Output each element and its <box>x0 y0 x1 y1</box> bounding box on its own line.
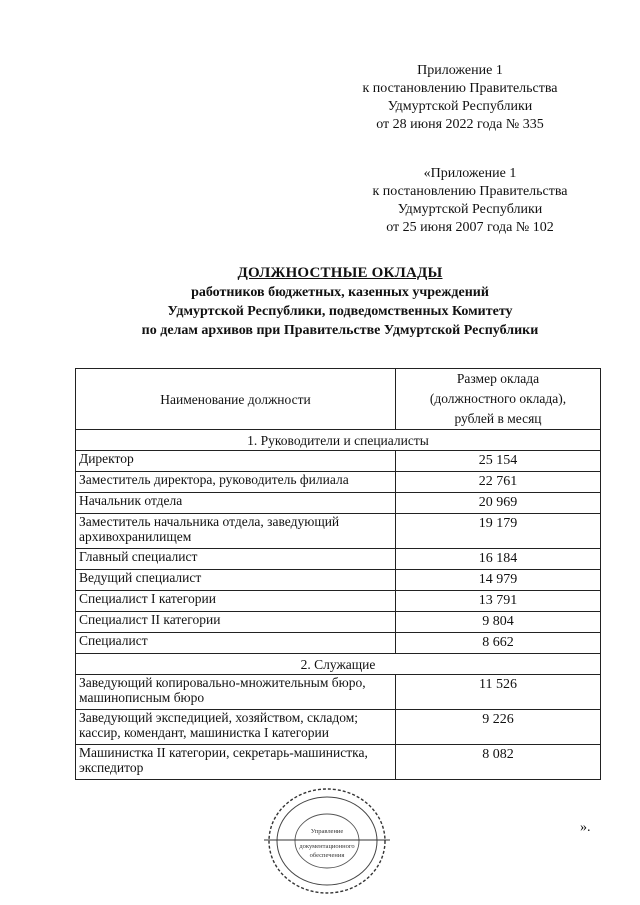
salary-value: 11 526 <box>396 675 601 710</box>
title-line: Удмуртской Республики, подведомственных Комитету <box>167 304 513 319</box>
salary-value: 16 184 <box>396 549 601 570</box>
salary-value: 13 791 <box>396 591 601 612</box>
title-line: работников бюджетных, казенных учреждений <box>191 285 489 300</box>
header-position-name: Наименование должности <box>76 369 396 430</box>
table-row <box>76 451 601 472</box>
appendix-line: к постановлению Правительства <box>372 184 568 199</box>
appendix-reference-current <box>340 62 580 134</box>
appendix-reference-original <box>350 165 590 237</box>
salary-value: 9 226 <box>396 710 601 745</box>
header-salary-line: Размер оклада <box>456 371 540 386</box>
salary-table <box>75 368 601 780</box>
position-name: Машинистка II категории, секретарь-машинистка, экспедитор <box>76 745 396 780</box>
salary-value: 22 761 <box>396 472 601 493</box>
section-row <box>76 654 601 675</box>
table-row <box>76 612 601 633</box>
title-main: ДОЛЖНОСТНЫЕ ОКЛАДЫ <box>237 265 443 281</box>
table-row <box>76 745 601 780</box>
salary-value: 8 082 <box>396 745 601 780</box>
table-row <box>76 570 601 591</box>
salary-value: 14 979 <box>396 570 601 591</box>
appendix-line: Удмуртской Республики <box>397 202 543 217</box>
position-name: Заведующий экспедицией, хозяйством, складом; кассир, комендант, машинистка I категории <box>76 710 396 745</box>
table-row <box>76 675 601 710</box>
header-salary-line: рублей в месяц <box>454 411 542 426</box>
position-name: Директор <box>76 451 396 472</box>
table-row <box>76 633 601 654</box>
stamp-text-line: обеспечения <box>309 852 345 859</box>
table-row <box>76 549 601 570</box>
position-name: Заместитель директора, руководитель филиала <box>76 472 396 493</box>
table-row <box>76 472 601 493</box>
appendix-line: Приложение 1 <box>417 63 503 78</box>
table-row <box>76 493 601 514</box>
table-row <box>76 591 601 612</box>
title-line: по делам архивов при Правительстве Удмуртской Республики <box>141 323 539 338</box>
salary-value: 19 179 <box>396 514 601 549</box>
stamp-text-line: Управление <box>310 828 344 835</box>
closing-quote-mark: ». <box>580 820 591 835</box>
appendix-line: от 28 июня 2022 года № 335 <box>376 117 544 132</box>
salary-value: 20 969 <box>396 493 601 514</box>
appendix-line: к постановлению Правительства <box>362 81 558 96</box>
position-name: Главный специалист <box>76 549 396 570</box>
position-name: Заместитель начальника отдела, заведующий архивохранилищем <box>76 514 396 549</box>
position-name: Специалист I категории <box>76 591 396 612</box>
official-stamp-icon <box>262 785 392 897</box>
salary-value: 9 804 <box>396 612 601 633</box>
section-heading: 1. Руководители и специалисты <box>76 430 601 451</box>
document-title <box>60 264 620 340</box>
position-name: Специалист II категории <box>76 612 396 633</box>
appendix-line: «Приложение 1 <box>423 166 517 181</box>
position-name: Заведующий копировально-множительным бюро, машинописным бюро <box>76 675 396 710</box>
header-salary-line: (должностного оклада), <box>429 391 567 406</box>
section-heading: 2. Служащие <box>76 654 601 675</box>
stamp-text-line: документационного <box>299 843 355 850</box>
salary-value: 25 154 <box>396 451 601 472</box>
position-name: Специалист <box>76 633 396 654</box>
section-row <box>76 430 601 451</box>
appendix-line: Удмуртской Республики <box>387 99 533 114</box>
table-row <box>76 514 601 549</box>
salary-value: 8 662 <box>396 633 601 654</box>
header-salary <box>396 369 601 430</box>
position-name: Ведущий специалист <box>76 570 396 591</box>
table-header-row <box>76 369 601 430</box>
position-name: Начальник отдела <box>76 493 396 514</box>
table-row <box>76 710 601 745</box>
appendix-line: от 25 июня 2007 года № 102 <box>386 220 554 235</box>
